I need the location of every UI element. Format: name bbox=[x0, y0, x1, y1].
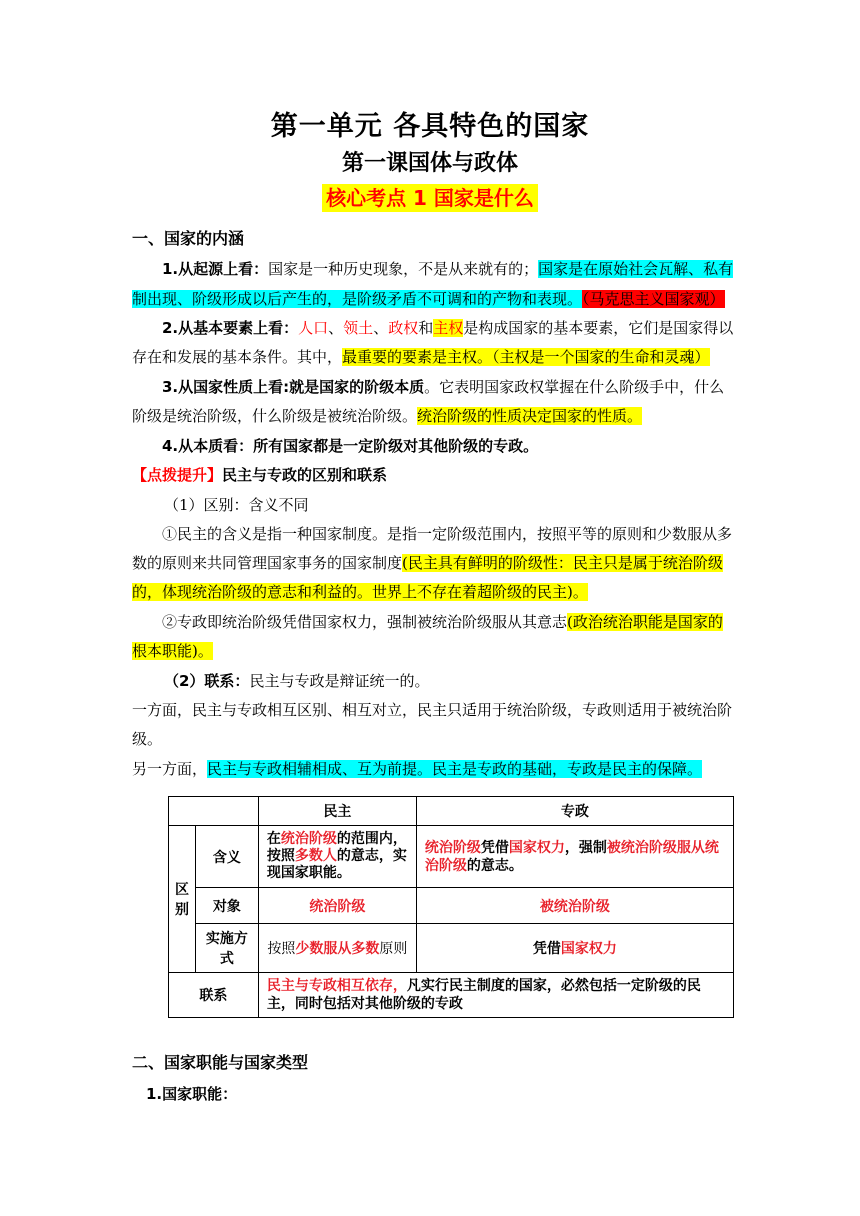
d2-line1: ②专政即统治阶级凭借国家权力，强制被统治阶级服从其意志(政治统治职能是国家的 bbox=[162, 613, 723, 631]
table-row-method bbox=[169, 924, 734, 973]
row-label-method: 实施方式 bbox=[196, 924, 259, 973]
cell-dict-method: 凭借国家权力 bbox=[416, 924, 733, 973]
c2-line: 另一方面，民主与专政相辅相成、互为前提。民主是专政的基础，专政是民主的保障。 bbox=[132, 760, 703, 778]
p3-line2: 阶级是统治阶级，什么阶级是被统治阶级。统治阶级的性质决定国家的性质。 bbox=[132, 407, 643, 425]
comparison-table bbox=[168, 796, 734, 1018]
p3-line1: 3.从国家性质上看:就是国家的阶级本质。它表明国家政权掌握在什么阶级手中，什么 bbox=[162, 378, 725, 396]
p1-line1: 1.从起源上看：国家是一种历史现象，不是从来就有的；国家是在原始社会瓦解、私有 bbox=[162, 260, 734, 278]
tip-heading: 【点拨提升】民主与专政的区别和联系 bbox=[132, 466, 388, 484]
conn-line: （2）联系：民主与专政是辩证统一的。 bbox=[164, 672, 430, 690]
cell-dict-object: 被统治阶级 bbox=[416, 888, 733, 924]
lesson-title: 第一课国体与政体 bbox=[341, 151, 518, 176]
row-label-object: 对象 bbox=[196, 888, 259, 924]
d2-line2: 根本职能)。 bbox=[132, 642, 213, 660]
table-corner-cell bbox=[169, 797, 259, 826]
table-row-meaning bbox=[169, 826, 734, 888]
cell-dict-meaning: 统治阶级凭借国家权力，强制被统治阶级服从统治阶级的意志。 bbox=[416, 826, 733, 888]
table-header-row bbox=[169, 797, 734, 826]
section2-sub1: 1.国家职能： bbox=[146, 1085, 238, 1103]
table-row-object bbox=[169, 888, 734, 924]
row-label-meaning: 含义 bbox=[196, 826, 259, 888]
unit-title: 第一单元 各具特色的国家 bbox=[270, 111, 590, 142]
cell-demo-meaning: 在统治阶级的范围内，按照多数人的意志，实现国家职能。 bbox=[258, 826, 416, 888]
cell-demo-method: 按照少数服从多数原则 bbox=[258, 924, 416, 973]
section1-heading: 一、国家的内涵 bbox=[132, 229, 245, 248]
table-row-relation bbox=[169, 973, 734, 1018]
diff-label: （1）区别：含义不同 bbox=[164, 496, 309, 514]
p2-line2: 存在和发展的基本条件。其中，最重要的要素是主权。（主权是一个国家的生命和灵魂） bbox=[132, 348, 710, 366]
d1-line1: ①民主的含义是指一种国家制度。是指一定阶级范围内，按照平等的原则和少数服从多 bbox=[162, 525, 733, 543]
row-label-relation: 联系 bbox=[169, 973, 259, 1018]
col-header-dictatorship: 专政 bbox=[416, 797, 733, 826]
p2-line1: 2.从基本要素上看：人口、领土、政权和主权是构成国家的基本要素，它们是国家得以 bbox=[162, 319, 734, 337]
d1-line3: 的，体现统治阶级的意志和利益的。世界上不存在着超阶级的民主)。 bbox=[132, 583, 588, 601]
p1-line2: 制出现、阶级形成以后产生的，是阶级矛盾不可调和的产物和表现。（马克思主义国家观） bbox=[132, 290, 725, 308]
group-label-difference: 区别 bbox=[169, 826, 196, 973]
d1-line2: 数的原则来共同管理国家事务的国家制度(民主具有鲜明的阶级性：民主只是属于统治阶级 bbox=[132, 554, 723, 572]
key-point-text: 核心考点 1 国家是什么 bbox=[322, 184, 538, 212]
p4-line: 4.从本质看：所有国家都是一定阶级对其他阶级的专政。 bbox=[162, 437, 539, 455]
section2-heading: 二、国家职能与国家类型 bbox=[132, 1053, 309, 1072]
key-point-title bbox=[0, 182, 860, 211]
col-header-democracy: 民主 bbox=[258, 797, 416, 826]
c1-line1: 一方面，民主与专政相互区别、相互对立，民主只适用于统治阶级，专政则适用于被统治阶 bbox=[132, 701, 733, 719]
c1-line2: 级。 bbox=[132, 730, 163, 748]
cell-demo-object: 统治阶级 bbox=[258, 888, 416, 924]
cell-relation: 民主与专政相互依存，凡实行民主制度的国家，必然包括一定阶级的民主，同时包括对其他阶级的专政 bbox=[258, 973, 733, 1018]
